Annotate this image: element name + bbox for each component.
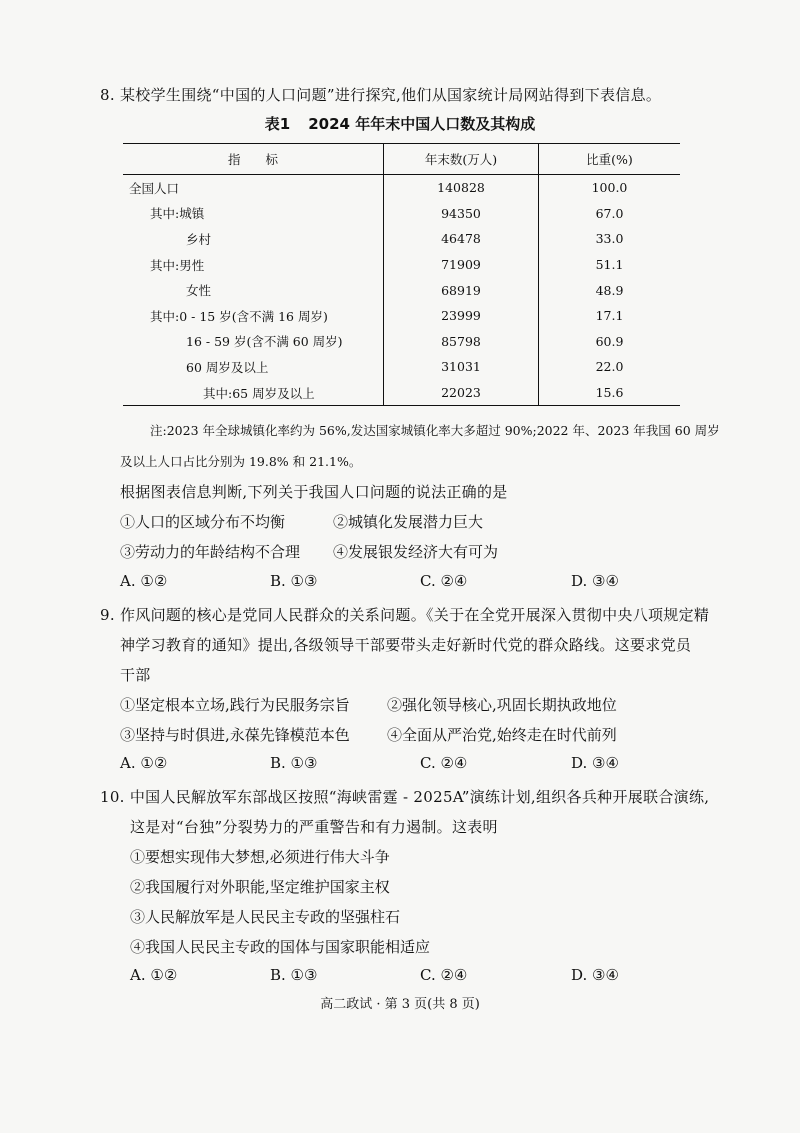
q9-line1: [100, 604, 709, 625]
q10-number: 10.: [100, 788, 125, 806]
q8-stem: [100, 84, 661, 105]
q8-stem-text: 某校学生围绕“中国的人口问题”进行探究,他们从国家统计局网站得到下表信息。: [120, 86, 662, 104]
row-label: 其中:65 周岁及以上: [203, 385, 315, 401]
q10-statement-3: ③人民解放军是人民民主专政的坚强柱石: [130, 908, 401, 926]
q10-statement-2: ②我国履行对外职能,坚定维护国家主权: [130, 878, 390, 896]
table-title: [0, 113, 800, 134]
row-label: 60 周岁及以上: [186, 359, 269, 375]
row-value: 22023: [384, 380, 539, 406]
header-year-end: 年末数(万人): [384, 144, 539, 175]
q9-line3: 干部: [120, 666, 151, 684]
table-title-text: 2024 年年末中国人口数及其构成: [308, 115, 536, 133]
row-share: 60.9: [595, 333, 624, 349]
q10-line1-text: 中国人民解放军东部战区按照“海峡雷霆 - 2025A”演练计划,组织各兵种开展联合演练,: [129, 788, 710, 806]
q10-statement-1: ①要想实现伟大梦想,必须进行伟大斗争: [130, 848, 390, 866]
q8-statement-1: ①人口的区域分布不均衡: [120, 513, 286, 531]
table-header-row: [123, 144, 680, 175]
row-value: 68919: [384, 277, 539, 303]
table-row: [123, 354, 680, 380]
q8-statement-2: ②城镇化发展潜力巨大: [333, 513, 484, 531]
table-row: [123, 175, 680, 201]
table-row: [123, 380, 680, 406]
q8-option-c[interactable]: C. ②④: [420, 572, 468, 590]
row-label: 乡村: [186, 231, 212, 247]
table-row: [123, 201, 680, 227]
q10-line2: 这是对“台独”分裂势力的严重警告和有力遏制。这表明: [130, 818, 498, 836]
q9-option-b[interactable]: B. ①③: [270, 754, 318, 772]
q9-option-a[interactable]: A. ①②: [120, 754, 168, 772]
q10-option-a[interactable]: A. ①②: [130, 966, 178, 984]
population-table: [123, 143, 680, 406]
q9-statement-1: ①坚定根本立场,践行为民服务宗旨: [120, 696, 350, 714]
row-label: 其中:城镇: [150, 206, 205, 222]
table-row: [123, 277, 680, 303]
row-share: 22.0: [595, 359, 624, 375]
row-share: 67.0: [595, 205, 624, 221]
q10-option-c[interactable]: C. ②④: [420, 966, 468, 984]
header-share: 比重(%): [539, 144, 681, 175]
row-label: 全国人口: [129, 180, 180, 196]
table-note-line2: 及以上人口占比分别为 19.8% 和 21.1%。: [120, 454, 362, 469]
row-value: 94350: [384, 201, 539, 227]
q10-statement-4: ④我国人民民主专政的国体与国家职能相适应: [130, 938, 431, 956]
q9-line2: 神学习教育的通知》提出,各级领导干部要带头走好新时代党的群众路线。这要求党员: [120, 636, 692, 654]
table-note-line1: 注:2023 年全球城镇化率约为 56%,发达国家城镇化率大多超过 90%;2022 年、2023 年我国 60 周岁: [150, 423, 720, 438]
row-label: 其中:0 - 15 岁(含不满 16 周岁): [150, 308, 328, 324]
table-row: [123, 303, 680, 329]
q8-option-d[interactable]: D. ③④: [571, 572, 619, 590]
row-label: 其中:男性: [150, 257, 205, 273]
header-indicator: 指 标: [123, 144, 384, 175]
q9-statement-4: ④全面从严治党,始终走在时代前列: [387, 726, 617, 744]
row-value: 71909: [384, 252, 539, 278]
row-label: 女性: [186, 283, 212, 299]
row-value: 23999: [384, 303, 539, 329]
row-share: 51.1: [595, 257, 624, 273]
q9-option-c[interactable]: C. ②④: [420, 754, 468, 772]
q9-number: 9.: [100, 606, 115, 624]
row-label: 16 - 59 岁(含不满 60 周岁): [186, 334, 343, 350]
q9-line1-text: 作风问题的核心是党同人民群众的关系问题。《关于在全党开展深入贯彻中央八项规定精: [120, 606, 710, 624]
row-value: 46478: [384, 226, 539, 252]
table-row: [123, 226, 680, 252]
row-share: 100.0: [591, 180, 628, 196]
row-value: 140828: [384, 175, 539, 201]
page-footer: 高二政试 · 第 3 页(共 8 页): [320, 997, 480, 1012]
q9-statement-2: ②强化领导核心,巩固长期执政地位: [387, 696, 617, 714]
row-share: 15.6: [539, 380, 681, 406]
q8-option-b[interactable]: B. ①③: [270, 572, 318, 590]
row-share: 33.0: [595, 231, 624, 247]
row-value: 31031: [384, 354, 539, 380]
q8-question: 根据图表信息判断,下列关于我国人口问题的说法正确的是: [120, 483, 508, 501]
table-row: [123, 252, 680, 278]
row-value: 85798: [384, 329, 539, 355]
q8-number: 8.: [100, 86, 115, 104]
q10-option-b[interactable]: B. ①③: [270, 966, 318, 984]
q9-statement-3: ③坚持与时俱进,永葆先锋模范本色: [120, 726, 350, 744]
row-share: 48.9: [595, 282, 624, 298]
q10-option-d[interactable]: D. ③④: [571, 966, 619, 984]
q9-option-d[interactable]: D. ③④: [571, 754, 619, 772]
row-share: 17.1: [595, 308, 624, 324]
q8-option-a[interactable]: A. ①②: [120, 572, 168, 590]
table-row: [123, 329, 680, 355]
q10-line1: [100, 786, 709, 807]
table-title-label: 表1: [264, 115, 291, 133]
q8-statement-3: ③劳动力的年龄结构不合理: [120, 543, 301, 561]
q8-statement-4: ④发展银发经济大有可为: [333, 543, 499, 561]
